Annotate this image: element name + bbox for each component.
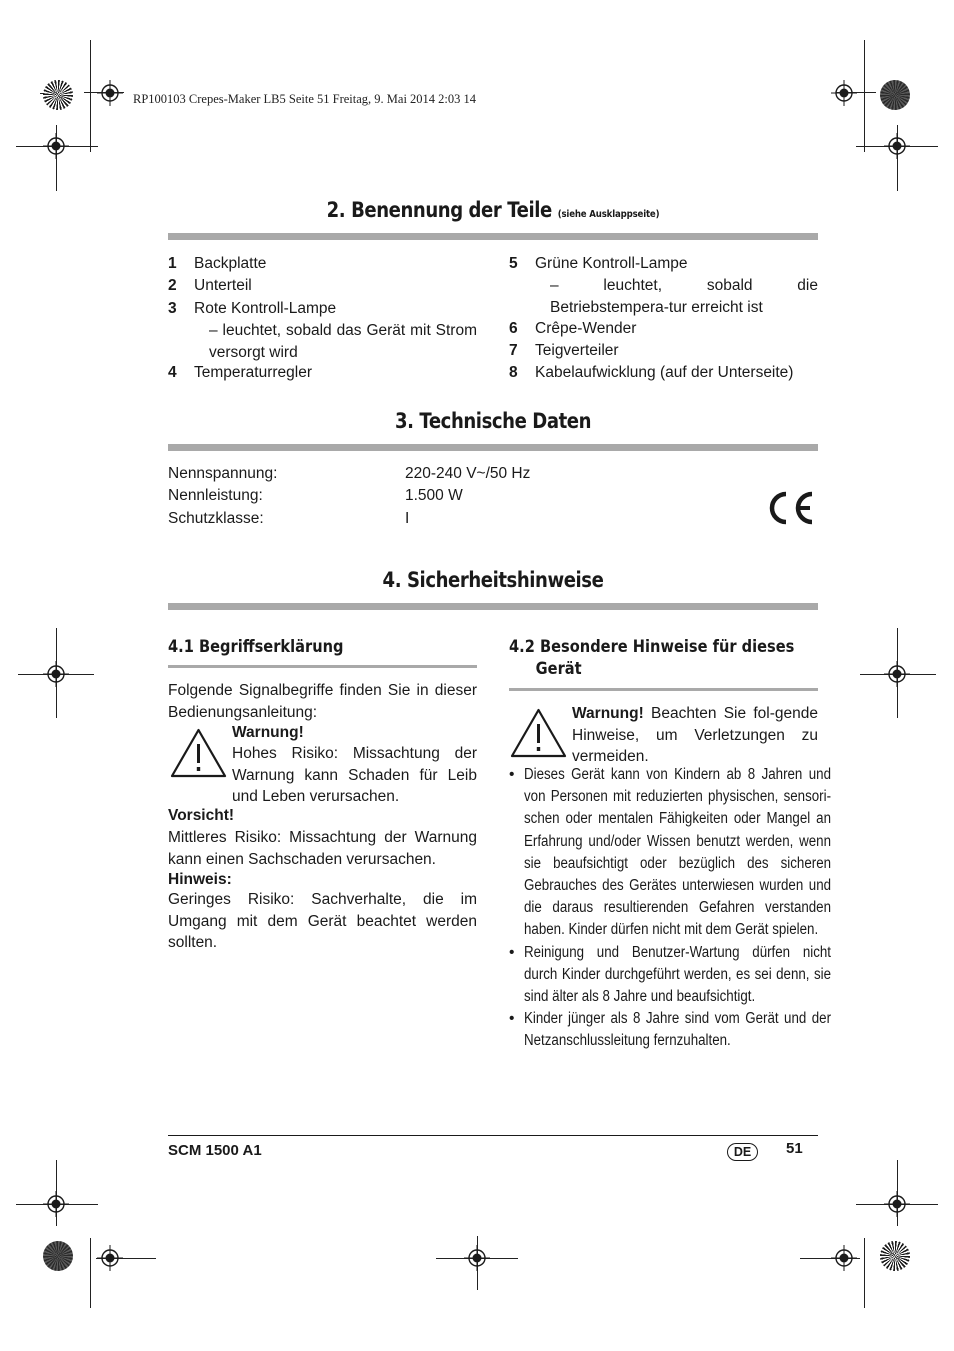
page-number: 51 [786, 1140, 803, 1157]
part-item [168, 362, 312, 384]
spec-label: Nennspannung: [168, 465, 278, 482]
registration-mark-icon [43, 133, 69, 159]
list-item [509, 942, 881, 1009]
part-number: 7 [509, 342, 518, 359]
registration-mark-icon [97, 1245, 123, 1271]
print-header: RP100103 Crepes-Maker LB5 Seite 51 Freitag, 9. Mai 2014 2:03 14 [133, 92, 477, 106]
registration-mark-icon [97, 80, 123, 106]
part-label: Teigverteiler [535, 342, 619, 359]
registration-mark-icon [884, 1191, 910, 1217]
part-label: Kabelaufwicklung (auf der Unterseite) [535, 364, 794, 381]
spec-value: I [405, 510, 410, 527]
warning-label: Warnung! [232, 724, 304, 741]
part-label: Grüne Kontroll-Lampe [535, 255, 688, 272]
language-badge: DE [727, 1143, 758, 1161]
section-divider [168, 233, 818, 240]
list-item [509, 1008, 881, 1052]
part-number: 8 [509, 364, 518, 381]
color-calibration-target-icon [43, 80, 73, 110]
warning-text: Beachten Sie fol-gende Hinweise, um Verletzungen zu vermeiden. [572, 705, 818, 765]
note-text: Geringes Risiko: Sachverhalte, die im Umgang mit dem Gerät beachtet werden sollten. [168, 891, 477, 951]
caution-text: Mittleres Risiko: Missachtung der Warnung kann einen Sachschaden verursachen. [168, 829, 477, 868]
part-number: 3 [168, 300, 177, 317]
note-label: Hinweis: [168, 871, 232, 888]
part-number: 4 [168, 364, 177, 381]
registration-mark-icon [43, 661, 69, 687]
list-item-text: Kinder jünger als 8 Jahre sind vom Gerät und der Netzanschlussleitung fernzuhalten. [524, 1010, 832, 1050]
safety-bullets [509, 764, 832, 1053]
color-calibration-target-icon [880, 80, 910, 110]
section-divider [168, 603, 818, 610]
registration-mark-icon [464, 1245, 490, 1271]
part-item [168, 253, 266, 275]
part-number: 1 [168, 255, 177, 272]
part-label: Temperaturregler [194, 364, 313, 381]
part-item [168, 275, 252, 297]
registration-mark-icon [831, 1245, 857, 1271]
section-4-title: 4. Sicherheitshinweise [382, 568, 604, 592]
section-2-note: (siehe Ausklappseite) [557, 209, 660, 220]
footer-rule [168, 1135, 818, 1136]
part-description: – leuchtet, sobald das Gerät mit Strom versorgt wird [209, 322, 477, 361]
section-2-title [214, 198, 773, 222]
section-3-title: 3. Technische Daten [394, 409, 592, 433]
warning-block [572, 703, 818, 768]
caution-label: Vorsicht! [168, 807, 235, 824]
signal-intro: Folgende Signalbegriffe finden Sie in dieser Bedienungsanleitung: [168, 682, 477, 721]
spec-value: 220-240 V~/50 Hz [405, 465, 531, 482]
warning-text: Hohes Risiko: Missachtung der Warnung kann Schaden für Leib und Leben verursachen. [232, 745, 477, 805]
section-divider [168, 444, 818, 451]
color-calibration-target-icon [880, 1241, 910, 1271]
ce-mark-icon [766, 489, 816, 527]
bullet-icon: • [509, 1010, 515, 1028]
part-label: Rote Kontroll-Lampe [194, 300, 337, 317]
part-item [509, 340, 619, 362]
part-item [168, 298, 336, 320]
spec-value: 1.500 W [405, 487, 463, 504]
part-item [509, 253, 688, 275]
part-number: 2 [168, 277, 177, 294]
bullet-icon: • [509, 766, 515, 783]
part-label: Unterteil [194, 277, 252, 294]
subsection-rule [509, 688, 818, 691]
part-number: 5 [509, 255, 518, 272]
part-label: Crêpe-Wender [535, 320, 637, 337]
registration-mark-icon [43, 1191, 69, 1217]
list-item-text: Dieses Gerät kann von Kindern ab 8 Jahren und von Personen mit reduzierten physischen, sensori-schen oder mentalen Fähigkeiten oder Mangel an Erfahrung und/oder Wissen benutzt werden, wenn sie beaufsichtigt oder bezüglich des sicheren Gebrauches des Gerätes unterwiesen wurden und die daraus resultierenden Gefahren verstanden haben. Kinder dürfen nicht mit dem Gerät spielen. [524, 766, 832, 939]
list-item [509, 764, 881, 942]
subsection-rule [168, 665, 477, 668]
bullet-icon: • [509, 943, 515, 961]
list-item-text: Reinigung und Benutzer-Wartung dürfen nicht durch Kinder durchgeführt werden, es sei denn, sie sind älter als 8 Jahre und beaufsichtigt. [524, 943, 832, 1006]
subsection-title-line: 4.2 Besondere Hinweise für dieses [509, 637, 795, 657]
registration-mark-icon [884, 661, 910, 687]
registration-mark-icon [884, 133, 910, 159]
warning-triangle-icon [509, 707, 568, 759]
subsection-4-2-title [509, 636, 794, 680]
section-2-heading: 2. Benennung der Teile [326, 198, 552, 222]
part-item [509, 362, 793, 384]
warning-triangle-icon [169, 727, 228, 779]
spec-label: Nennleistung: [168, 487, 263, 504]
registration-mark-icon [831, 80, 857, 106]
subsection-4-1-title: 4.1 Begriffserklärung [168, 637, 344, 657]
subsection-title-line: Gerät [535, 659, 582, 679]
color-calibration-target-icon [43, 1241, 73, 1271]
part-item [509, 318, 636, 340]
spec-label: Schutzklasse: [168, 510, 264, 527]
footer-model: SCM 1500 A1 [168, 1142, 262, 1159]
part-label: Backplatte [194, 255, 267, 272]
warning-label: Warnung! [572, 705, 644, 722]
part-number: 6 [509, 320, 518, 337]
part-description: – leuchtet, sobald die Betriebstempera-tur erreicht ist [550, 277, 818, 316]
